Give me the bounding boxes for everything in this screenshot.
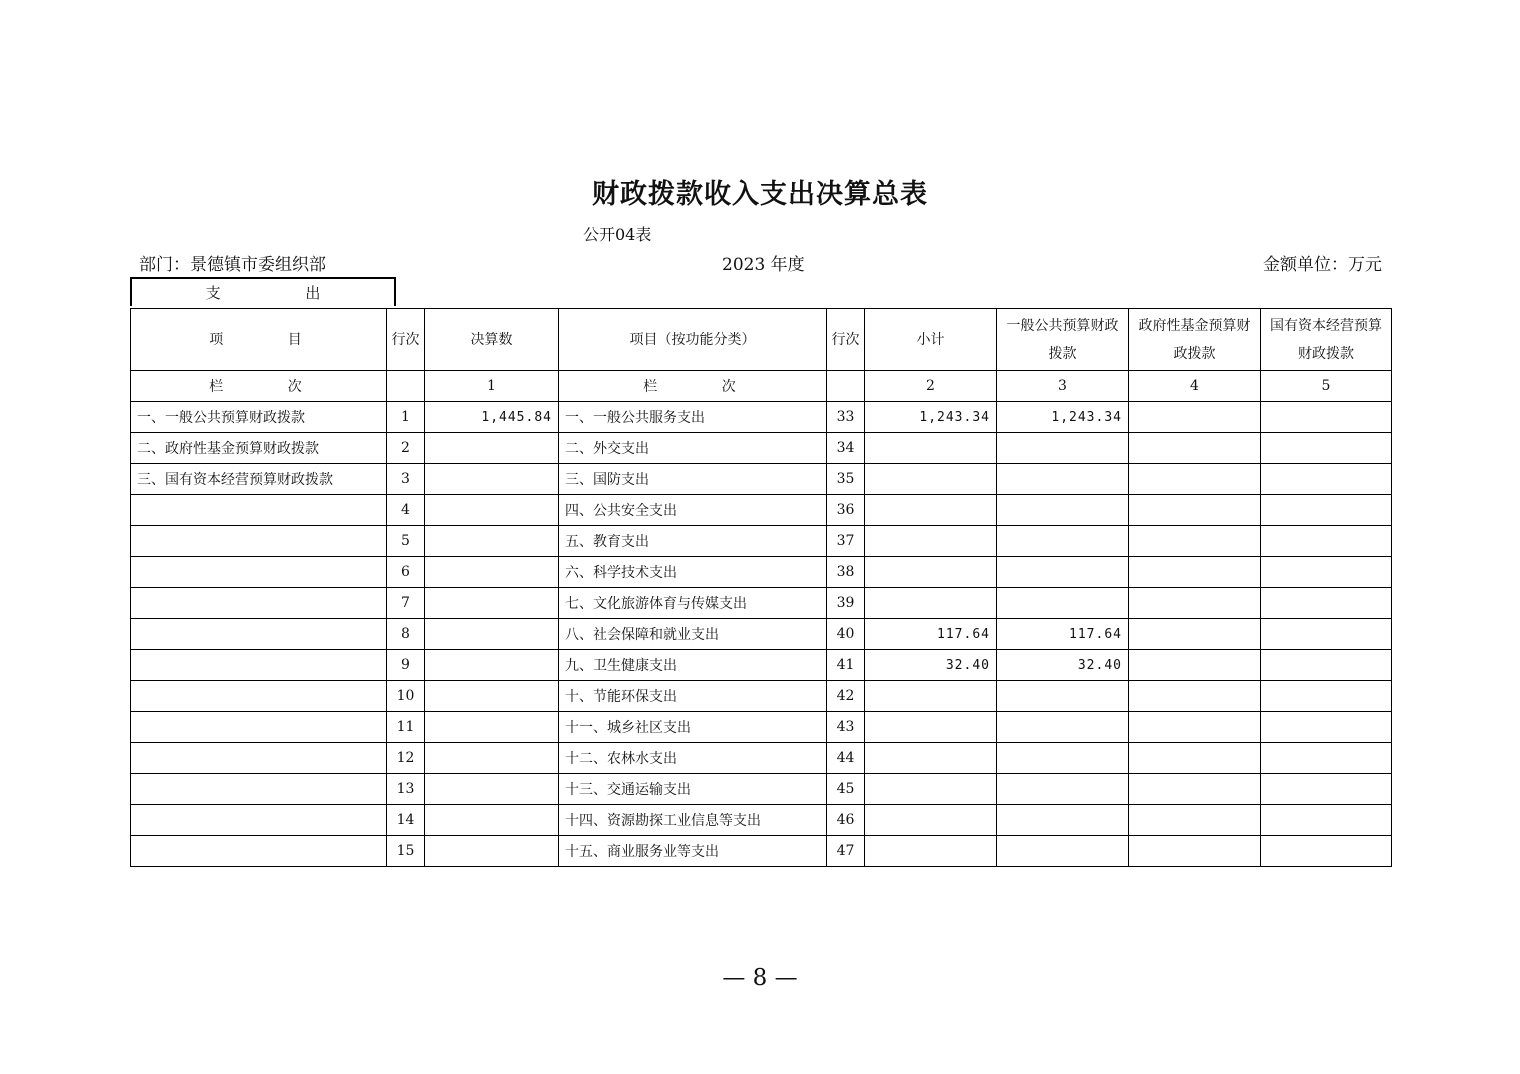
table-row [131, 557, 1392, 588]
row-state-capital [1261, 743, 1392, 774]
row-gov-fund [1129, 619, 1261, 650]
row-amount [425, 588, 559, 619]
lanci-label-2: 栏 次 [559, 371, 827, 402]
row-line-no: 14 [387, 805, 425, 836]
row-item [131, 650, 387, 681]
row-subtotal [865, 836, 997, 867]
row-amount [425, 681, 559, 712]
table-row [131, 619, 1392, 650]
row-subtotal [865, 712, 997, 743]
row-amount [425, 743, 559, 774]
row-amount [425, 805, 559, 836]
row-general-budget [997, 712, 1129, 743]
row-line-no: 7 [387, 588, 425, 619]
budget-table [130, 308, 1392, 867]
row-subtotal: 32.40 [865, 650, 997, 681]
row-state-capital [1261, 805, 1392, 836]
row-general-budget [997, 588, 1129, 619]
row-gov-fund [1129, 712, 1261, 743]
lanci-2: 2 [865, 371, 997, 402]
row-item [131, 712, 387, 743]
row-subtotal: 1,243.34 [865, 402, 997, 433]
row-line-no-2: 43 [827, 712, 865, 743]
row-line-no: 11 [387, 712, 425, 743]
row-state-capital [1261, 619, 1392, 650]
table-row [131, 805, 1392, 836]
page-title: 财政拨款收入支出决算总表 [592, 179, 928, 210]
row-amount [425, 433, 559, 464]
row-item [131, 588, 387, 619]
table-row [131, 495, 1392, 526]
row-line-no: 15 [387, 836, 425, 867]
row-state-capital [1261, 464, 1392, 495]
row-item [131, 619, 387, 650]
row-item [131, 681, 387, 712]
row-amount [425, 464, 559, 495]
row-line-no: 10 [387, 681, 425, 712]
row-line-no-2: 40 [827, 619, 865, 650]
row-line-no: 2 [387, 433, 425, 464]
lanci-label: 栏 次 [131, 371, 387, 402]
col-header-item: 项 目 [131, 309, 387, 371]
row-line-no: 5 [387, 526, 425, 557]
row-general-budget [997, 681, 1129, 712]
row-gov-fund [1129, 402, 1261, 433]
lanci-3: 3 [997, 371, 1129, 402]
row-amount [425, 774, 559, 805]
row-state-capital [1261, 774, 1392, 805]
row-general-budget [997, 557, 1129, 588]
row-gov-fund [1129, 650, 1261, 681]
row-subtotal [865, 557, 997, 588]
row-line-no: 12 [387, 743, 425, 774]
row-item [131, 836, 387, 867]
row-state-capital [1261, 402, 1392, 433]
row-subtotal: 117.64 [865, 619, 997, 650]
row-function-item: 十五、商业服务业等支出 [559, 836, 827, 867]
col-header-amount: 决算数 [425, 309, 559, 371]
row-item [131, 557, 387, 588]
row-function-item: 九、卫生健康支出 [559, 650, 827, 681]
row-function-item: 十、节能环保支出 [559, 681, 827, 712]
fiscal-year: 2023 年度 [722, 255, 805, 275]
row-subtotal [865, 681, 997, 712]
col-header-general-budget: 一般公共预算财政拨款 [997, 309, 1129, 371]
row-subtotal [865, 526, 997, 557]
row-state-capital [1261, 681, 1392, 712]
row-gov-fund [1129, 464, 1261, 495]
row-gov-fund [1129, 836, 1261, 867]
row-function-item: 十三、交通运输支出 [559, 774, 827, 805]
row-line-no-2: 34 [827, 433, 865, 464]
page-number: — 8 — [722, 965, 798, 991]
table-row [131, 743, 1392, 774]
table-code: 公开04表 [583, 225, 652, 244]
row-gov-fund [1129, 495, 1261, 526]
row-state-capital [1261, 526, 1392, 557]
row-item: 三、国有资本经营预算财政拨款 [131, 464, 387, 495]
currency-unit: 金额单位：万元 [1263, 255, 1382, 275]
row-general-budget: 1,243.34 [997, 402, 1129, 433]
row-line-no: 8 [387, 619, 425, 650]
row-general-budget: 117.64 [997, 619, 1129, 650]
row-gov-fund [1129, 743, 1261, 774]
table-row [131, 402, 1392, 433]
row-state-capital [1261, 712, 1392, 743]
lanci-empty [387, 371, 425, 402]
row-function-item: 五、教育支出 [559, 526, 827, 557]
row-line-no-2: 39 [827, 588, 865, 619]
table-row [131, 588, 1392, 619]
department-label: 部门：景德镇市委组织部 [139, 255, 326, 275]
row-gov-fund [1129, 805, 1261, 836]
row-line-no-2: 38 [827, 557, 865, 588]
row-amount [425, 526, 559, 557]
row-item [131, 526, 387, 557]
row-subtotal [865, 774, 997, 805]
column-index-row [131, 371, 1392, 402]
row-subtotal [865, 464, 997, 495]
lanci-5: 5 [1261, 371, 1392, 402]
col-header-gov-fund: 政府性基金预算财政拨款 [1129, 309, 1261, 371]
row-item [131, 743, 387, 774]
row-line-no-2: 45 [827, 774, 865, 805]
row-gov-fund [1129, 557, 1261, 588]
row-amount [425, 619, 559, 650]
row-function-item: 一、一般公共服务支出 [559, 402, 827, 433]
row-general-budget [997, 836, 1129, 867]
col-header-subtotal: 小计 [865, 309, 997, 371]
row-function-item: 二、外交支出 [559, 433, 827, 464]
row-function-item: 四、公共安全支出 [559, 495, 827, 526]
row-gov-fund [1129, 588, 1261, 619]
row-state-capital [1261, 650, 1392, 681]
row-line-no: 9 [387, 650, 425, 681]
col-header-function-item: 项目（按功能分类） [559, 309, 827, 371]
table-row [131, 836, 1392, 867]
row-item: 二、政府性基金预算财政拨款 [131, 433, 387, 464]
row-general-budget: 32.40 [997, 650, 1129, 681]
row-amount [425, 557, 559, 588]
row-amount [425, 495, 559, 526]
row-general-budget [997, 495, 1129, 526]
row-gov-fund [1129, 433, 1261, 464]
row-gov-fund [1129, 526, 1261, 557]
row-item [131, 495, 387, 526]
row-line-no: 13 [387, 774, 425, 805]
section-header: 支 出 [130, 277, 396, 306]
row-function-item: 六、科学技术支出 [559, 557, 827, 588]
row-subtotal [865, 805, 997, 836]
col-header-line-no-2: 行次 [827, 309, 865, 371]
row-subtotal [865, 743, 997, 774]
row-function-item: 十一、城乡社区支出 [559, 712, 827, 743]
row-line-no: 6 [387, 557, 425, 588]
row-function-item: 十四、资源勘探工业信息等支出 [559, 805, 827, 836]
lanci-1: 1 [425, 371, 559, 402]
row-line-no-2: 33 [827, 402, 865, 433]
row-subtotal [865, 433, 997, 464]
col-header-state-capital: 国有资本经营预算财政拨款 [1261, 309, 1392, 371]
row-function-item: 三、国防支出 [559, 464, 827, 495]
row-line-no: 4 [387, 495, 425, 526]
row-line-no: 3 [387, 464, 425, 495]
table-row [131, 774, 1392, 805]
lanci-empty-2 [827, 371, 865, 402]
row-state-capital [1261, 557, 1392, 588]
row-line-no-2: 44 [827, 743, 865, 774]
table-row [131, 681, 1392, 712]
row-general-budget [997, 743, 1129, 774]
row-function-item: 十二、农林水支出 [559, 743, 827, 774]
row-general-budget [997, 774, 1129, 805]
row-state-capital [1261, 588, 1392, 619]
row-item [131, 805, 387, 836]
row-general-budget [997, 464, 1129, 495]
row-line-no-2: 42 [827, 681, 865, 712]
row-amount [425, 650, 559, 681]
row-line-no-2: 37 [827, 526, 865, 557]
row-item [131, 774, 387, 805]
table-row [131, 526, 1392, 557]
row-function-item: 七、文化旅游体育与传媒支出 [559, 588, 827, 619]
row-amount [425, 712, 559, 743]
row-line-no-2: 46 [827, 805, 865, 836]
row-line-no: 1 [387, 402, 425, 433]
row-line-no-2: 47 [827, 836, 865, 867]
row-state-capital [1261, 495, 1392, 526]
row-general-budget [997, 433, 1129, 464]
row-amount: 1,445.84 [425, 402, 559, 433]
row-state-capital [1261, 836, 1392, 867]
row-function-item: 八、社会保障和就业支出 [559, 619, 827, 650]
row-general-budget [997, 805, 1129, 836]
row-subtotal [865, 588, 997, 619]
row-gov-fund [1129, 774, 1261, 805]
row-state-capital [1261, 433, 1392, 464]
row-amount [425, 836, 559, 867]
lanci-4: 4 [1129, 371, 1261, 402]
row-line-no-2: 35 [827, 464, 865, 495]
row-line-no-2: 41 [827, 650, 865, 681]
row-subtotal [865, 495, 997, 526]
row-gov-fund [1129, 681, 1261, 712]
col-header-line-no: 行次 [387, 309, 425, 371]
table-row [131, 650, 1392, 681]
row-general-budget [997, 526, 1129, 557]
table-row [131, 464, 1392, 495]
table-row [131, 712, 1392, 743]
row-item: 一、一般公共预算财政拨款 [131, 402, 387, 433]
header-row [131, 309, 1392, 371]
table-row [131, 433, 1392, 464]
row-line-no-2: 36 [827, 495, 865, 526]
